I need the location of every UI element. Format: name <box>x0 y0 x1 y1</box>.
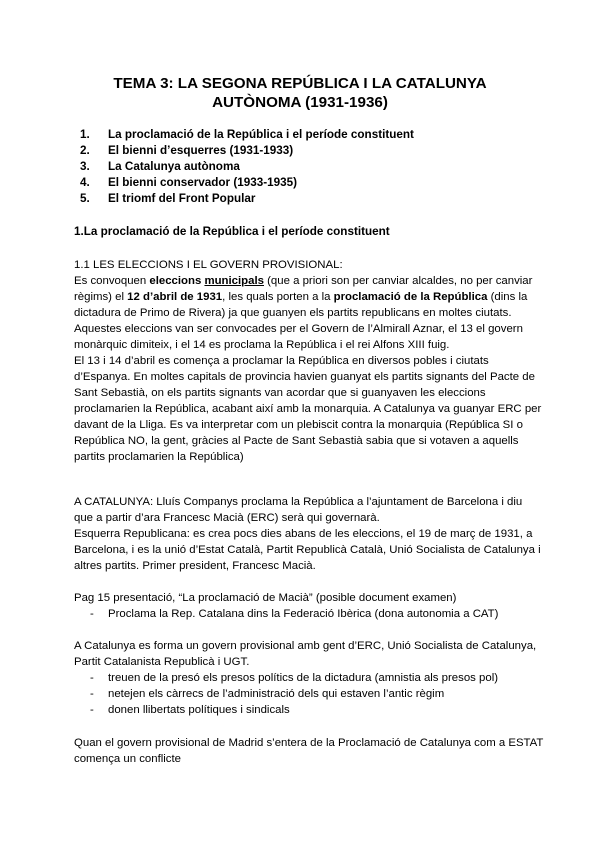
table-of-contents <box>80 127 540 207</box>
list-item <box>74 702 544 718</box>
document-title <box>60 74 540 112</box>
toc-item <box>80 175 540 191</box>
dash-bullet: - <box>90 672 94 684</box>
toc-item-label: El triomf del Front Popular <box>108 192 256 205</box>
toc-item-label: El bienni conservador (1933-1935) <box>108 176 298 189</box>
toc-item-number: 3. <box>80 160 90 173</box>
text-run: Es convoquen <box>74 275 150 287</box>
dash-bullet: - <box>90 704 94 716</box>
toc-item <box>80 159 540 175</box>
bold-underlined-text: municipals <box>204 275 264 287</box>
bold-date: 12 d’abril de 1931 <box>127 291 223 303</box>
toc-item-label: La proclamació de la República i el període constituent <box>108 128 414 141</box>
govern-actions-list <box>74 670 544 718</box>
paragraph-presentation: Pag 15 presentació, “La proclamació de Macià” (posible document examen) <box>74 592 457 604</box>
toc-item-number: 4. <box>80 176 90 189</box>
list-item <box>74 670 544 686</box>
paragraph-proclamation: El 13 i 14 d’abril es comença a proclamar la República en diversos pobles i ciutats d’Espanya. En moltes capitals de provincia havien guanyat els partits signants del Pacte de Sant Sebastià, on els partits signants van acordar que si guanyaven les eleccions proclamarien la República, acabant així amb la monarquia. A Catalunya va guanyar ERC per davant de la Lliga. Es va interpretar com un plebiscit contra la monarquia (República SI o República NO, la gent, gràcies al Pacte de Sant Sebastià sabia que si votaven a aquells partits proclamarien la República) <box>74 355 542 463</box>
toc-item <box>80 191 540 207</box>
list-item <box>74 606 544 622</box>
toc-item-number: 5. <box>80 192 90 205</box>
dash-bullet: - <box>90 608 94 620</box>
presentation-list <box>74 606 544 622</box>
title-line-1: TEMA 3: LA SEGONA REPÚBLICA I LA CATALUNYA <box>113 75 487 92</box>
bold-text: proclamació de la República <box>333 291 488 303</box>
toc-item <box>80 143 540 159</box>
bold-text: eleccions <box>149 275 205 287</box>
list-item-text: donen llibertats polítiques i sindicals <box>108 704 290 716</box>
presentation-block <box>74 590 544 622</box>
paragraph-aznar: Aquestes eleccions van ser convocades per el Govern de l’Almirall Aznar, el 13 el govern monàrquic dimiteix, i el 14 es proclama la República i el rei Alfons XIII fuig. <box>74 323 523 351</box>
catalunya-block <box>74 494 544 574</box>
conflict-block <box>74 735 544 767</box>
toc-item-number: 1. <box>80 128 90 141</box>
title-line-2: AUTÒNOMA (1931-1936) <box>212 94 388 111</box>
toc-item-label: El bienni d’esquerres (1931-1933) <box>108 144 294 157</box>
text-run: (dins la dictadura de Primo de Rivera) ja que guanyen els partits republicans en moltes ciutats. <box>74 291 528 319</box>
paragraph-conflict: Quan el govern provisional de Madrid s’entera de la Proclamació de Catalunya com a ESTAT comença un conflicte <box>74 737 544 765</box>
list-item-text: netejen els càrrecs de l’administració dels qui estaven l’antic règim <box>108 688 445 700</box>
section-heading: 1.La proclamació de la República i el període constituent <box>74 225 390 238</box>
toc-item-label: La Catalunya autònoma <box>108 160 240 173</box>
text-run: (que a priori son per canviar alcaldes, no per canviar règims) el <box>74 275 533 303</box>
dash-bullet: - <box>90 688 94 700</box>
govern-block <box>74 638 544 718</box>
paragraph-govern: A Catalunya es forma un govern provisional amb gent d’ERC, Unió Socialista de Catalunya, Partit Catalanista Republicà i UGT. <box>74 640 537 668</box>
paragraph-elections <box>74 273 544 321</box>
subsection-heading: 1.1 LES ELECCIONS I EL GOVERN PROVISIONAL: <box>74 259 343 271</box>
text-run: , les quals porten a la <box>222 291 334 303</box>
paragraph-catalunya: A CATALUNYA: Lluís Companys proclama la República a l’ajuntament de Barcelona i diu que a partir d’ara Francesc Macià (ERC) serà qui governarà. <box>74 496 523 524</box>
paragraph-esquerra: Esquerra Republicana: es crea pocs dies abans de les eleccions, el 19 de març de 1931, a Barcelona, i es la unió d’Estat Català, Partit Republicà Català, Unió Socialista de Catalunya i altres partits. Primer president, Francesc Macià. <box>74 528 541 572</box>
toc-item <box>80 127 540 143</box>
section-body <box>74 257 544 465</box>
list-item-text: treuen de la presó els presos polítics de la dictadura (amnistia als presos pol) <box>108 672 499 684</box>
toc-item-number: 2. <box>80 144 90 157</box>
list-item-text: Proclama la Rep. Catalana dins la Federació Ibèrica (dona autonomia a CAT) <box>108 608 499 620</box>
list-item <box>74 686 544 702</box>
